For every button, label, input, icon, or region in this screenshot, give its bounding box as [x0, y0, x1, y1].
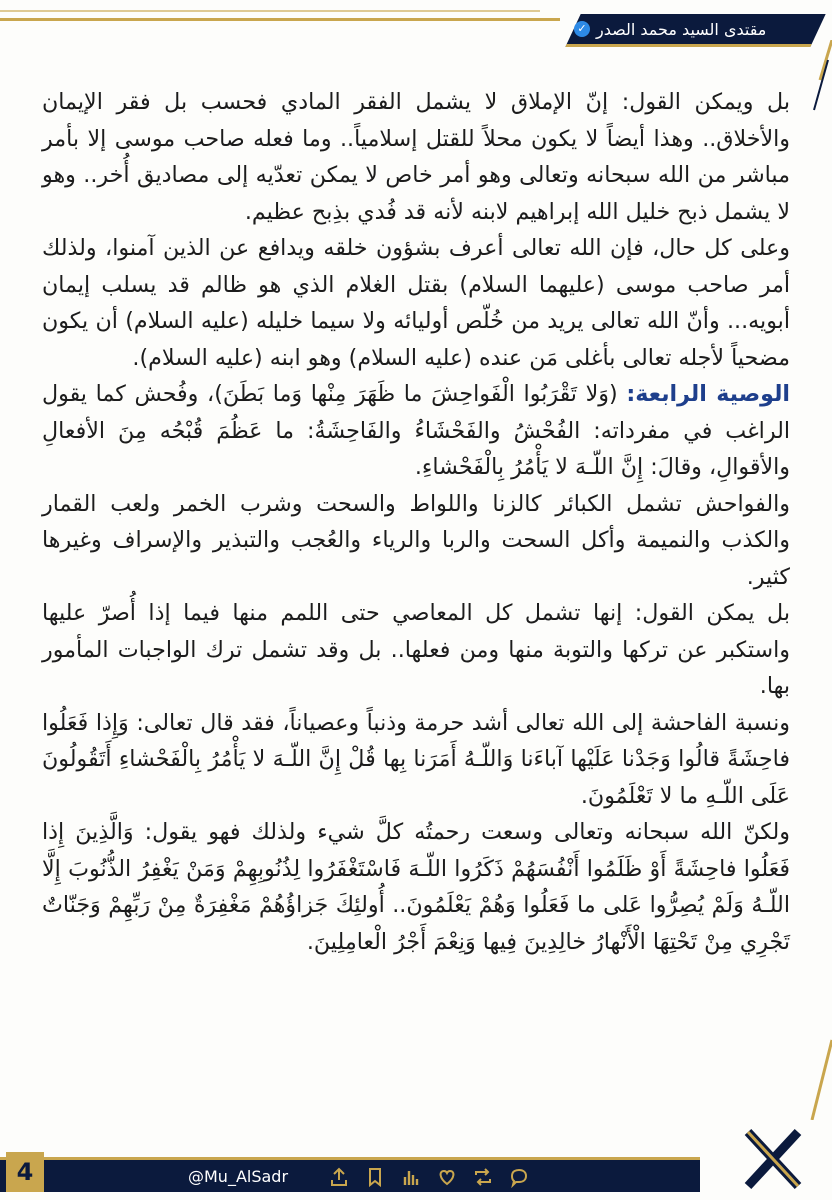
header-bar	[0, 0, 832, 48]
paragraph: بل ويمكن القول: إنّ الإملاق لا يشمل الفقر المادي فحسب بل فقر الإيمان والأخلاق.. وهذا أيضاً لا يكون محلاً للقتل إسلامياً.. وما فعله صاحب موسى إلا بأمر مباشر من الله سبحانه وتعالى وهو أمر خاص لا يمكن تعدّيه إلى مصاديق أُخر.. وهو لا يشمل ذبح خليل الله إبراهيم لابنه لأنه قد فُدي بذِبح عظيم.	[42, 89, 790, 225]
account-name: مقتدى السيد محمد الصدر	[596, 19, 767, 39]
account-badge[interactable]	[574, 14, 814, 44]
paragraph: وعلى كل حال، فإن الله تعالى أعرف بشؤون خلقه ويدافع عن الذين آمنوا، ولذلك أمر صاحب موسى (عليهما السلام) بقتل الغلام الذي هو ظالم قد يسلب إيمان أبويه... وأنّ الله تعالى يريد من خُلّص أوليائه ولا سيما خليله (عليه السلام) أن يكون مضحياً لأجله تعالى بأغلى مَن عنده (عليه السلام) وهو ابنه (عليه السلام).	[42, 235, 790, 371]
page-number: 4	[6, 1152, 44, 1192]
paragraph: ولكنّ الله سبحانه وتعالى وسعت رحمتُه كلَّ شيء ولذلك فهو يقول: وَالَّذِينَ إِذا فَعَلُوا فاحِشَةً أَوْ ظَلَمُوا أَنْفُسَهُمْ ذَكَرُوا اللّـهَ فَاسْتَغْفَرُوا لِذُنُوبِهِمْ وَمَنْ يَغْفِرُ الذُّنُوبَ إِلَّا اللّـهُ وَلَمْ يُصِرُّوا عَلى ما فَعَلُوا وَهُمْ يَعْلَمُونَ.. أُولئِكَ جَزاؤُهُمْ مَغْفِرَةٌ مِنْ رَبِّهِمْ وَجَنّاتٌ تَجْرِي مِنْ تَحْتِهَا الْأَنْهارُ خالِدِينَ فِيها وَنِعْمَ أَجْرُ الْعامِلِينَ.	[42, 819, 790, 955]
side-decoration	[792, 40, 832, 1120]
article-body	[42, 84, 790, 960]
section-text: (وَلا تَقْرَبُوا الْفَواحِشَ ما ظَهَرَ مِنْها وَما بَطَنَ)، وفُحش كما يقول الراغب في مفرداته: الفُحْشُ والفَحْشَاءُ والفَاحِشَةُ: ما عَظُمَ قُبْحُه مِنَ الأفعالِ والأقوالِ، وقالَ: إِنَّ اللّـهَ لا يَأْمُرُ بِالْفَحْشاءِ.	[42, 381, 790, 480]
views-icon[interactable]	[400, 1166, 422, 1188]
section-heading: الوصية الرابعة:	[626, 381, 790, 407]
repost-icon[interactable]	[472, 1166, 494, 1188]
share-icon[interactable]	[328, 1166, 350, 1188]
paragraph: ونسبة الفاحشة إلى الله تعالى أشد حرمة وذنباً وعصياناً، فقد قال تعالى: وَإِذا فَعَلُوا فاحِشَةً قالُوا وَجَدْنا عَلَيْها آباءَنا وَاللّـهُ أَمَرَنا بِها قُلْ إِنَّ اللّـهَ لا يَأْمُرُ بِالْفَحْشاءِ أَتَقُولُونَ عَلَى اللّـهِ ما لا تَعْلَمُونَ.	[42, 709, 790, 809]
like-icon[interactable]	[436, 1166, 458, 1188]
section-paragraph	[42, 376, 790, 486]
header-gold-line-thin	[0, 10, 540, 12]
bookmark-icon[interactable]	[364, 1166, 386, 1188]
action-icons	[328, 1166, 530, 1188]
account-handle[interactable]: @Mu_AlSadr	[188, 1167, 289, 1186]
paragraph: والفواحش تشمل الكبائر كالزنا واللواط والسحت وشرب الخمر ولعب القمار والكذب والنميمة وأكل السحت والربا والرياء والعُجب والتبذير والإسراف وغيرها كثير.	[42, 490, 790, 590]
paragraph: بل يمكن القول: إنها تشمل كل المعاصي حتى اللمم منها فيما إذا أُصرّ عليها واستكبر عن تركها والتوبة منها ومن فعلها.. بل وقد تشمل ترك الواجبات المأمور بها.	[42, 600, 790, 699]
footer	[0, 1144, 832, 1200]
x-logo-icon	[738, 1124, 808, 1194]
reply-icon[interactable]	[508, 1166, 530, 1188]
verified-check-icon: ✓	[574, 21, 590, 37]
header-gold-line	[0, 18, 560, 21]
